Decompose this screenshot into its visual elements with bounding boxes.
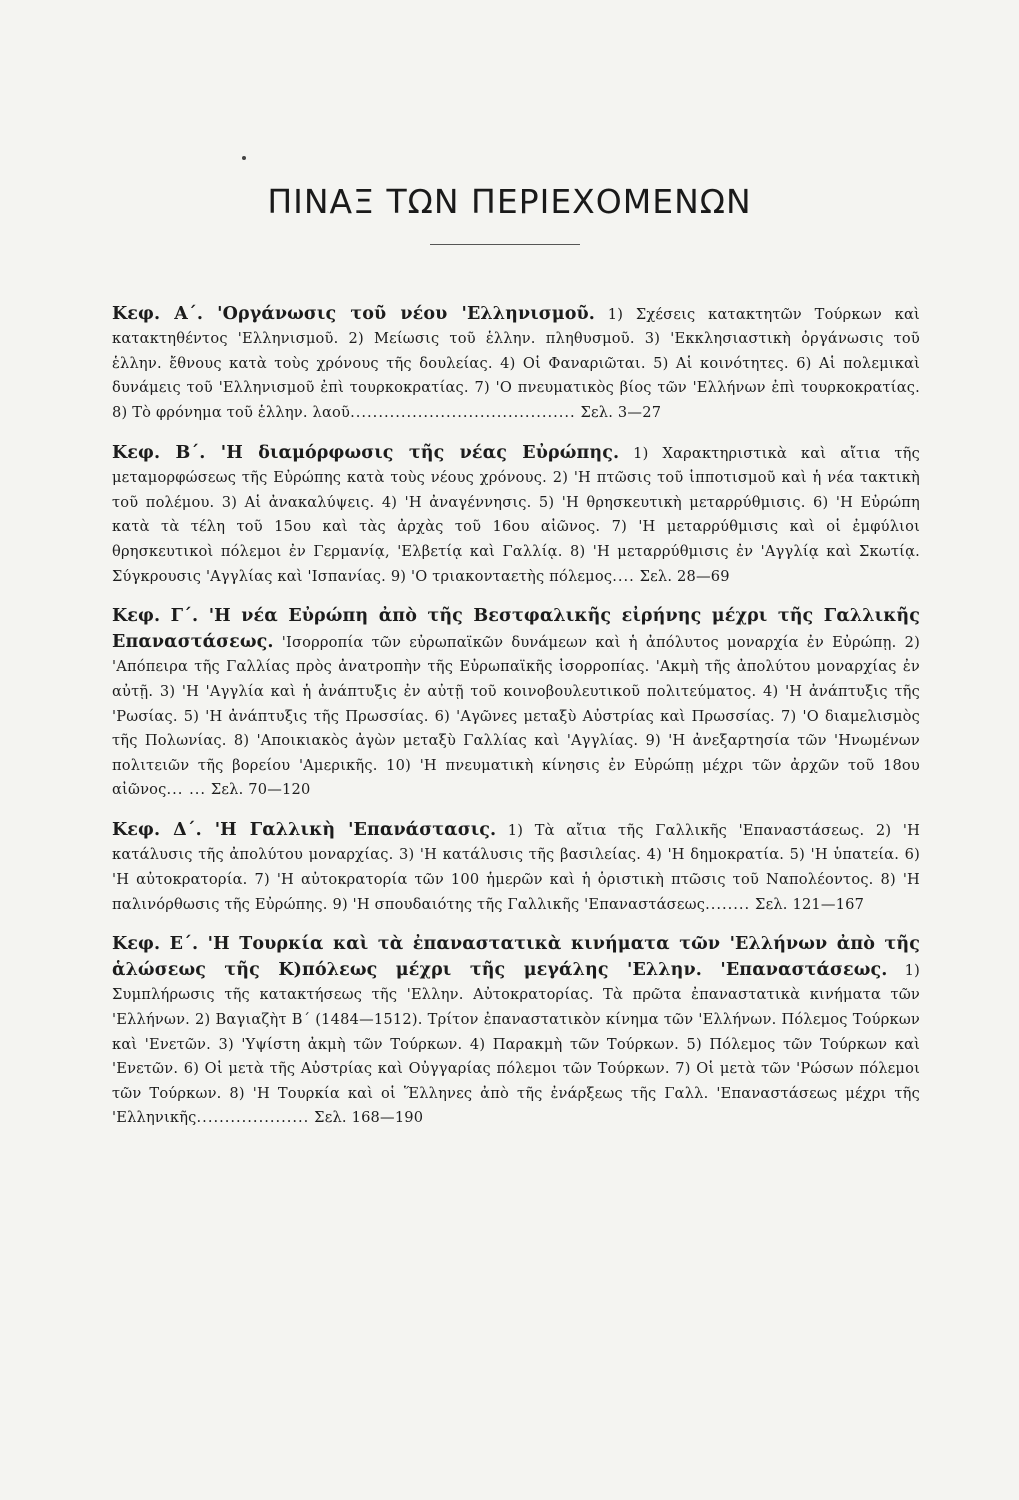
dot-leader: .................... [196,1109,310,1127]
chapter-heading: Κεφ. Β΄. 'Η διαμόρφωσις τῆς νέας Εὐρώπης. [112,442,620,463]
chapter-pages: Σελ. 28—69 [639,567,730,585]
printer-mark [242,156,246,160]
table-of-contents [112,287,920,1146]
chapter-entry-5 [112,932,920,1131]
chapter-entry-2 [112,441,920,590]
page-title: ΠΙΝΑΞ ΤΩΝ ΠΕΡΙΕΧΟΜΕΝΩΝ [267,182,752,221]
chapter-heading: Κεφ. Δ΄. 'Η Γαλλικὴ 'Επανάστασις. [112,819,497,840]
chapter-pages-group [350,404,661,421]
dot-leader: ........................................ [350,403,576,421]
chapter-pages-group [705,896,864,913]
chapter-entry-3 [112,604,920,803]
chapter-sections: 'Ισορροπία τῶν εὐρωπαϊκῶν δυνάμεων καὶ ἡ ἀπόλυτος μοναρχία ἐν Εὐρώπῃ. 2) 'Απόπειρα τῆς Γαλλίας πρὸς ἀνατροπὴν τῆς Εὐρωπαϊκῆς ἰσορροπίας. 'Ακμὴ τῆς ἀπολύτου μοναρχίας ἐν αὐτῇ. 3) 'Η 'Αγγλία καὶ ἡ ἀνάπτυξις ἐν αὐτῇ τοῦ κοινοβουλευτικοῦ πολιτεύματος. 4) 'Η ἀνάπτυξις τῆς 'Ρωσίας. 5) 'Η ἀνάπτυξις τῆς Πρωσσίας. 6) 'Αγῶνες μεταξὺ Αὐστρίας καὶ Πρωσσίας. 7) 'Ο διαμελισμὸς τῆς Πολωνίας. 8) 'Αποικιακὸς ἀγὼν μεταξὺ Γαλλίας καὶ 'Αγγλίας. 9) 'Η ἀνεξαρτησία τῶν 'Ηνωμένων πολιτειῶν τῆς βορείου 'Αμερικῆς. 10) 'Η πνευματικὴ κίνησις ἐν Εὐρώπῃ μέχρι τῶν ἀρχῶν τοῦ 18ου αἰῶνος [112,633,920,799]
chapter-heading: Κεφ. Γ΄. 'Η νέα Εὐρώπη ἀπὸ τῆς Βεστφαλικῆς εἰρήνης μέχρι τῆς Γαλλικῆς Επαναστάσεως. [112,606,920,652]
chapter-pages: Σελ. 168—190 [314,1109,424,1127]
chapter-pages: Σελ. 121—167 [755,895,865,913]
chapter-pages-group [167,781,311,798]
chapter-pages: Σελ. 3—27 [580,403,662,421]
chapter-sections: 1) Τὰ αἴτια τῆς Γαλλικῆς 'Επαναστάσεως. 2) 'Η κατάλυσις τῆς ἀπολύτου μοναρχίας. 3) 'Η κατάλυσις τῆς βασιλείας. 4) 'Η δημοκρατία. 5) 'Η ὑπατεία. 6) 'Η αὐτοκρατορία. 7) 'Η αὐτοκρατορία τῶν 100 ἡμερῶν καὶ ἡ ὁριστικὴ πτῶσις τοῦ Ναπολέοντος. 8) 'Η παλινόρθωσις τῆς Εὐρώπης. 9) 'Η σπουδαιότης τῆς Γαλλικῆς 'Επαναστάσεως [112,821,920,913]
chapter-entry-1 [112,302,920,426]
title-rule [430,244,580,245]
chapter-sections: 1) Χαρακτηριστικὰ καὶ αἴτια τῆς μεταμορφώσεως τῆς Εὐρώπης κατὰ τοὺς νέους χρόνους. 2) 'Η πτῶσις τοῦ ἱπποτισμοῦ καὶ ἡ νέα τακτικὴ τοῦ πολέμου. 3) Αἱ ἀνακαλύψεις. 4) 'Η ἀναγέννησις. 5) 'Η θρησκευτικὴ μεταρρύθμισις. 6) 'Η Εὐρώπη κατὰ τὰ τέλη τοῦ 15ου καὶ τὰς ἀρχὰς τοῦ 16ου αἰῶνος. 7) 'Η μεταρρύθμισις καὶ οἱ ἐμφύλιοι θρησκευτικοὶ πόλεμοι ἐν Γερμανίᾳ, 'Ελβετίᾳ καὶ Γαλλίᾳ. 8) 'Η μεταρρύθμισις ἐν 'Αγγλίᾳ καὶ Σκωτίᾳ. Σύγκρουσις 'Αγγλίας καὶ 'Ισπανίας. 9) 'Ο τριακονταετὴς πόλεμος [112,444,920,585]
chapter-sections: 1) Σχέσεις κατακτητῶν Τούρκων καὶ κατακτηθέντος 'Ελληνισμοῦ. 2) Μείωσις τοῦ ἑλλην. πληθυσμοῦ. 3) 'Εκκλησιαστικὴ ὀργάνωσις τοῦ ἑλλην. ἔθνους κατὰ τοὺς χρόνους τῆς δουλείας. 4) Οἱ Φαναριῶται. 5) Αἱ κοινότητες. 6) Αἱ πολεμικαὶ δυνάμεις τοῦ 'Ελληνισμοῦ ἐπὶ τουρκοκρατίας. 7) 'Ο πνευματικὸς βίος τῶν 'Ελλήνων ἐπὶ τουρκοκρατίας. 8) Τὸ φρόνημα τοῦ ἑλλην. λαοῦ [112,305,920,421]
chapter-entry-4 [112,818,920,917]
dot-leader: ........ [705,895,751,913]
dot-leader: ... ... [166,781,206,799]
chapter-heading: Κεφ. Ε΄. 'Η Τουρκία καὶ τὰ ἐπαναστατικὰ κινήματα τῶν 'Ελλήνων ἀπὸ τῆς ἁλώσεως τῆς Κ)πόλεως μέχρι τῆς μεγάλης 'Ελλην. 'Επαναστάσεως. [112,934,920,980]
chapter-sections: 1) Συμπλήρωσις τῆς κατακτήσεως τῆς 'Ελλην. Αὐτοκρατορίας. Τὰ πρῶτα ἐπαναστατικὰ κινήματα τῶν 'Ελλήνων. 2) Βαγιαζὴτ Β΄ (1484—1512). Τρίτον ἐπαναστατικὸν κίνημα τῶν 'Ελλήνων. Πόλεμος Τούρκων καὶ 'Ενετῶν. 3) 'Υψίστη ἀκμὴ τῶν Τούρκων. 4) Παρακμὴ τῶν Τούρκων. 5) Πόλεμος τῶν Τούρκων καὶ 'Ενετῶν. 6) Οἱ μετὰ τῆς Αὐστρίας καὶ Οὐγγαρίας πόλεμοι τῶν Τούρκων. 7) Οἱ μετὰ τῶν 'Ρώσων πόλεμοι τῶν Τούρκων. 8) 'Η Τουρκία καὶ οἱ Ἕλληνες ἀπὸ τῆς ἐνάρξεως τῆς Γαλλ. 'Επαναστάσεως μέχρι τῆς 'Ελληνικῆς [112,961,920,1127]
dot-leader: .... [612,567,635,585]
chapter-heading: Κεφ. Α΄. 'Οργάνωσις τοῦ νέου 'Ελληνισμοῦ. [112,303,595,324]
chapter-pages: Σελ. 70—120 [210,781,311,799]
chapter-pages-group [197,1109,424,1126]
chapter-pages-group [612,568,730,585]
